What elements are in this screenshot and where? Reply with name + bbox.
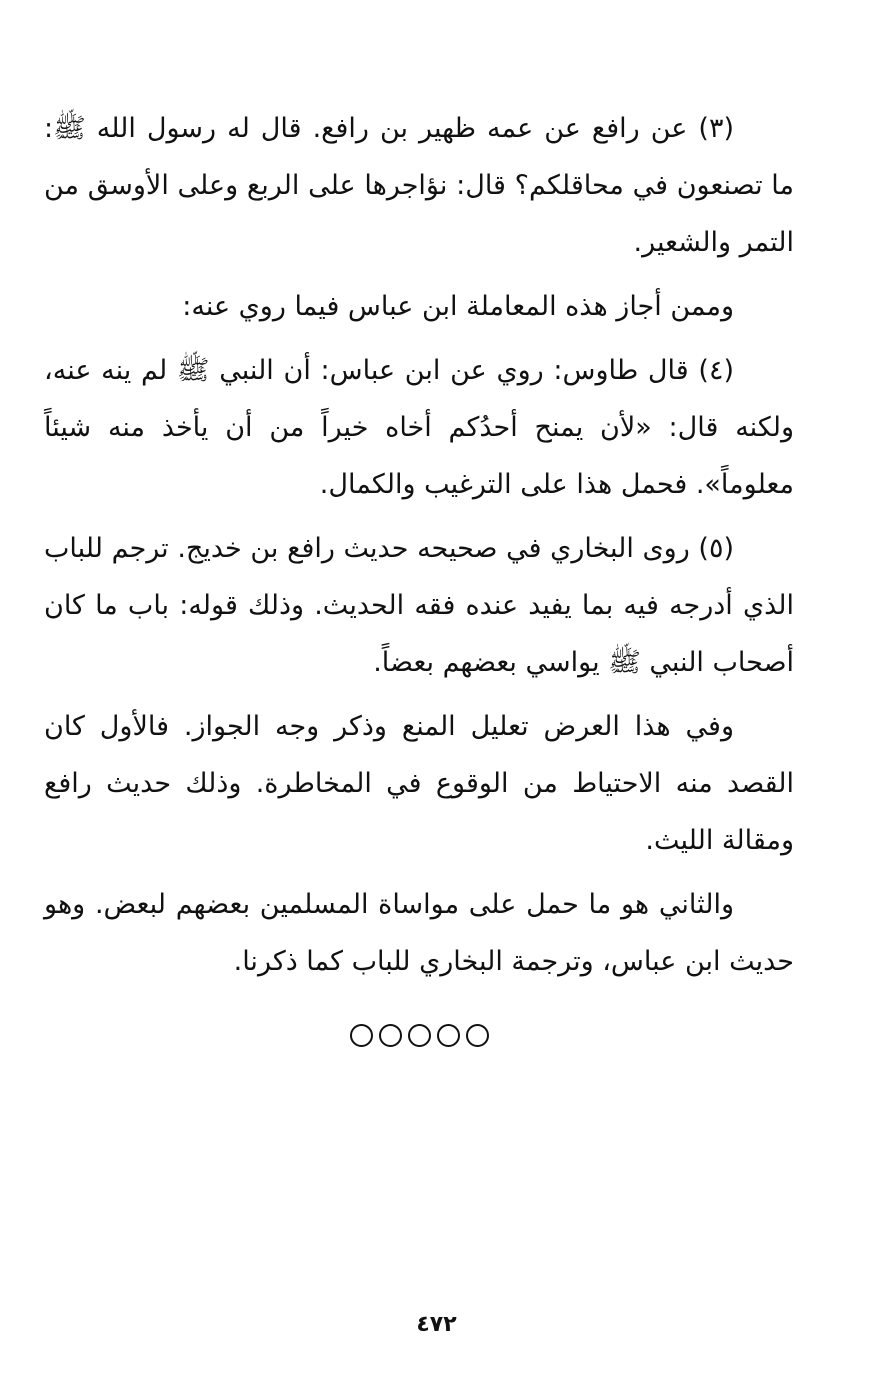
page-number: ٤٧٢: [416, 1312, 457, 1337]
section-end-ornament: [44, 1014, 794, 1054]
paragraph-5: (٥) روى البخاري في صحيحه حديث رافع بن خديج. ترجم للباب الذي أدرجه فيه بما يفيد عنده فقه الحديث. وذلك قوله: باب ما كان أصحاب النبي ﷺ يواسي بعضهم بعضاً.: [44, 533, 794, 678]
paragraph-ibn-abbas-intro: وممن أجاز هذه المعاملة ابن عباس فيما روي عنه:: [182, 291, 734, 322]
circle-ornament-icon: [437, 1024, 460, 1047]
paragraph-4: (٤) قال طاوس: روي عن ابن عباس: أن النبي ﷺ لم ينه عنه، ولكنه قال: «لأن يمنح أحدُكم أخاه خيراً من أن يأخذ منه شيئاً معلوماً». فحمل هذا على الترغيب والكمال.: [44, 355, 794, 500]
paragraph-3: (٣) عن رافع عن عمه ظهير بن رافع. قال له رسول الله ﷺ: ما تصنعون في محاقلكم؟ قال: نؤاجرها على الربع وعلى الأوسق من التمر والشعير.: [44, 113, 794, 258]
circle-ornament-icon: [350, 1024, 373, 1047]
circle-ornament-icon: [408, 1024, 431, 1047]
paragraph-conclusion: والثاني هو ما حمل على مواساة المسلمين بعضهم لبعض. وهو حديث ابن عباس، وترجمة البخاري للباب كما ذكرنا.: [44, 889, 794, 977]
paragraph-explanation: وفي هذا العرض تعليل المنع وذكر وجه الجواز. فالأول كان القصد منه الاحتياط من الوقوع في المخاطرة. وذلك حديث رافع ومقالة الليث.: [44, 711, 794, 856]
circle-ornament-icon: [379, 1024, 402, 1047]
circle-ornament-icon: [466, 1024, 489, 1047]
page-body: [44, 100, 794, 1054]
